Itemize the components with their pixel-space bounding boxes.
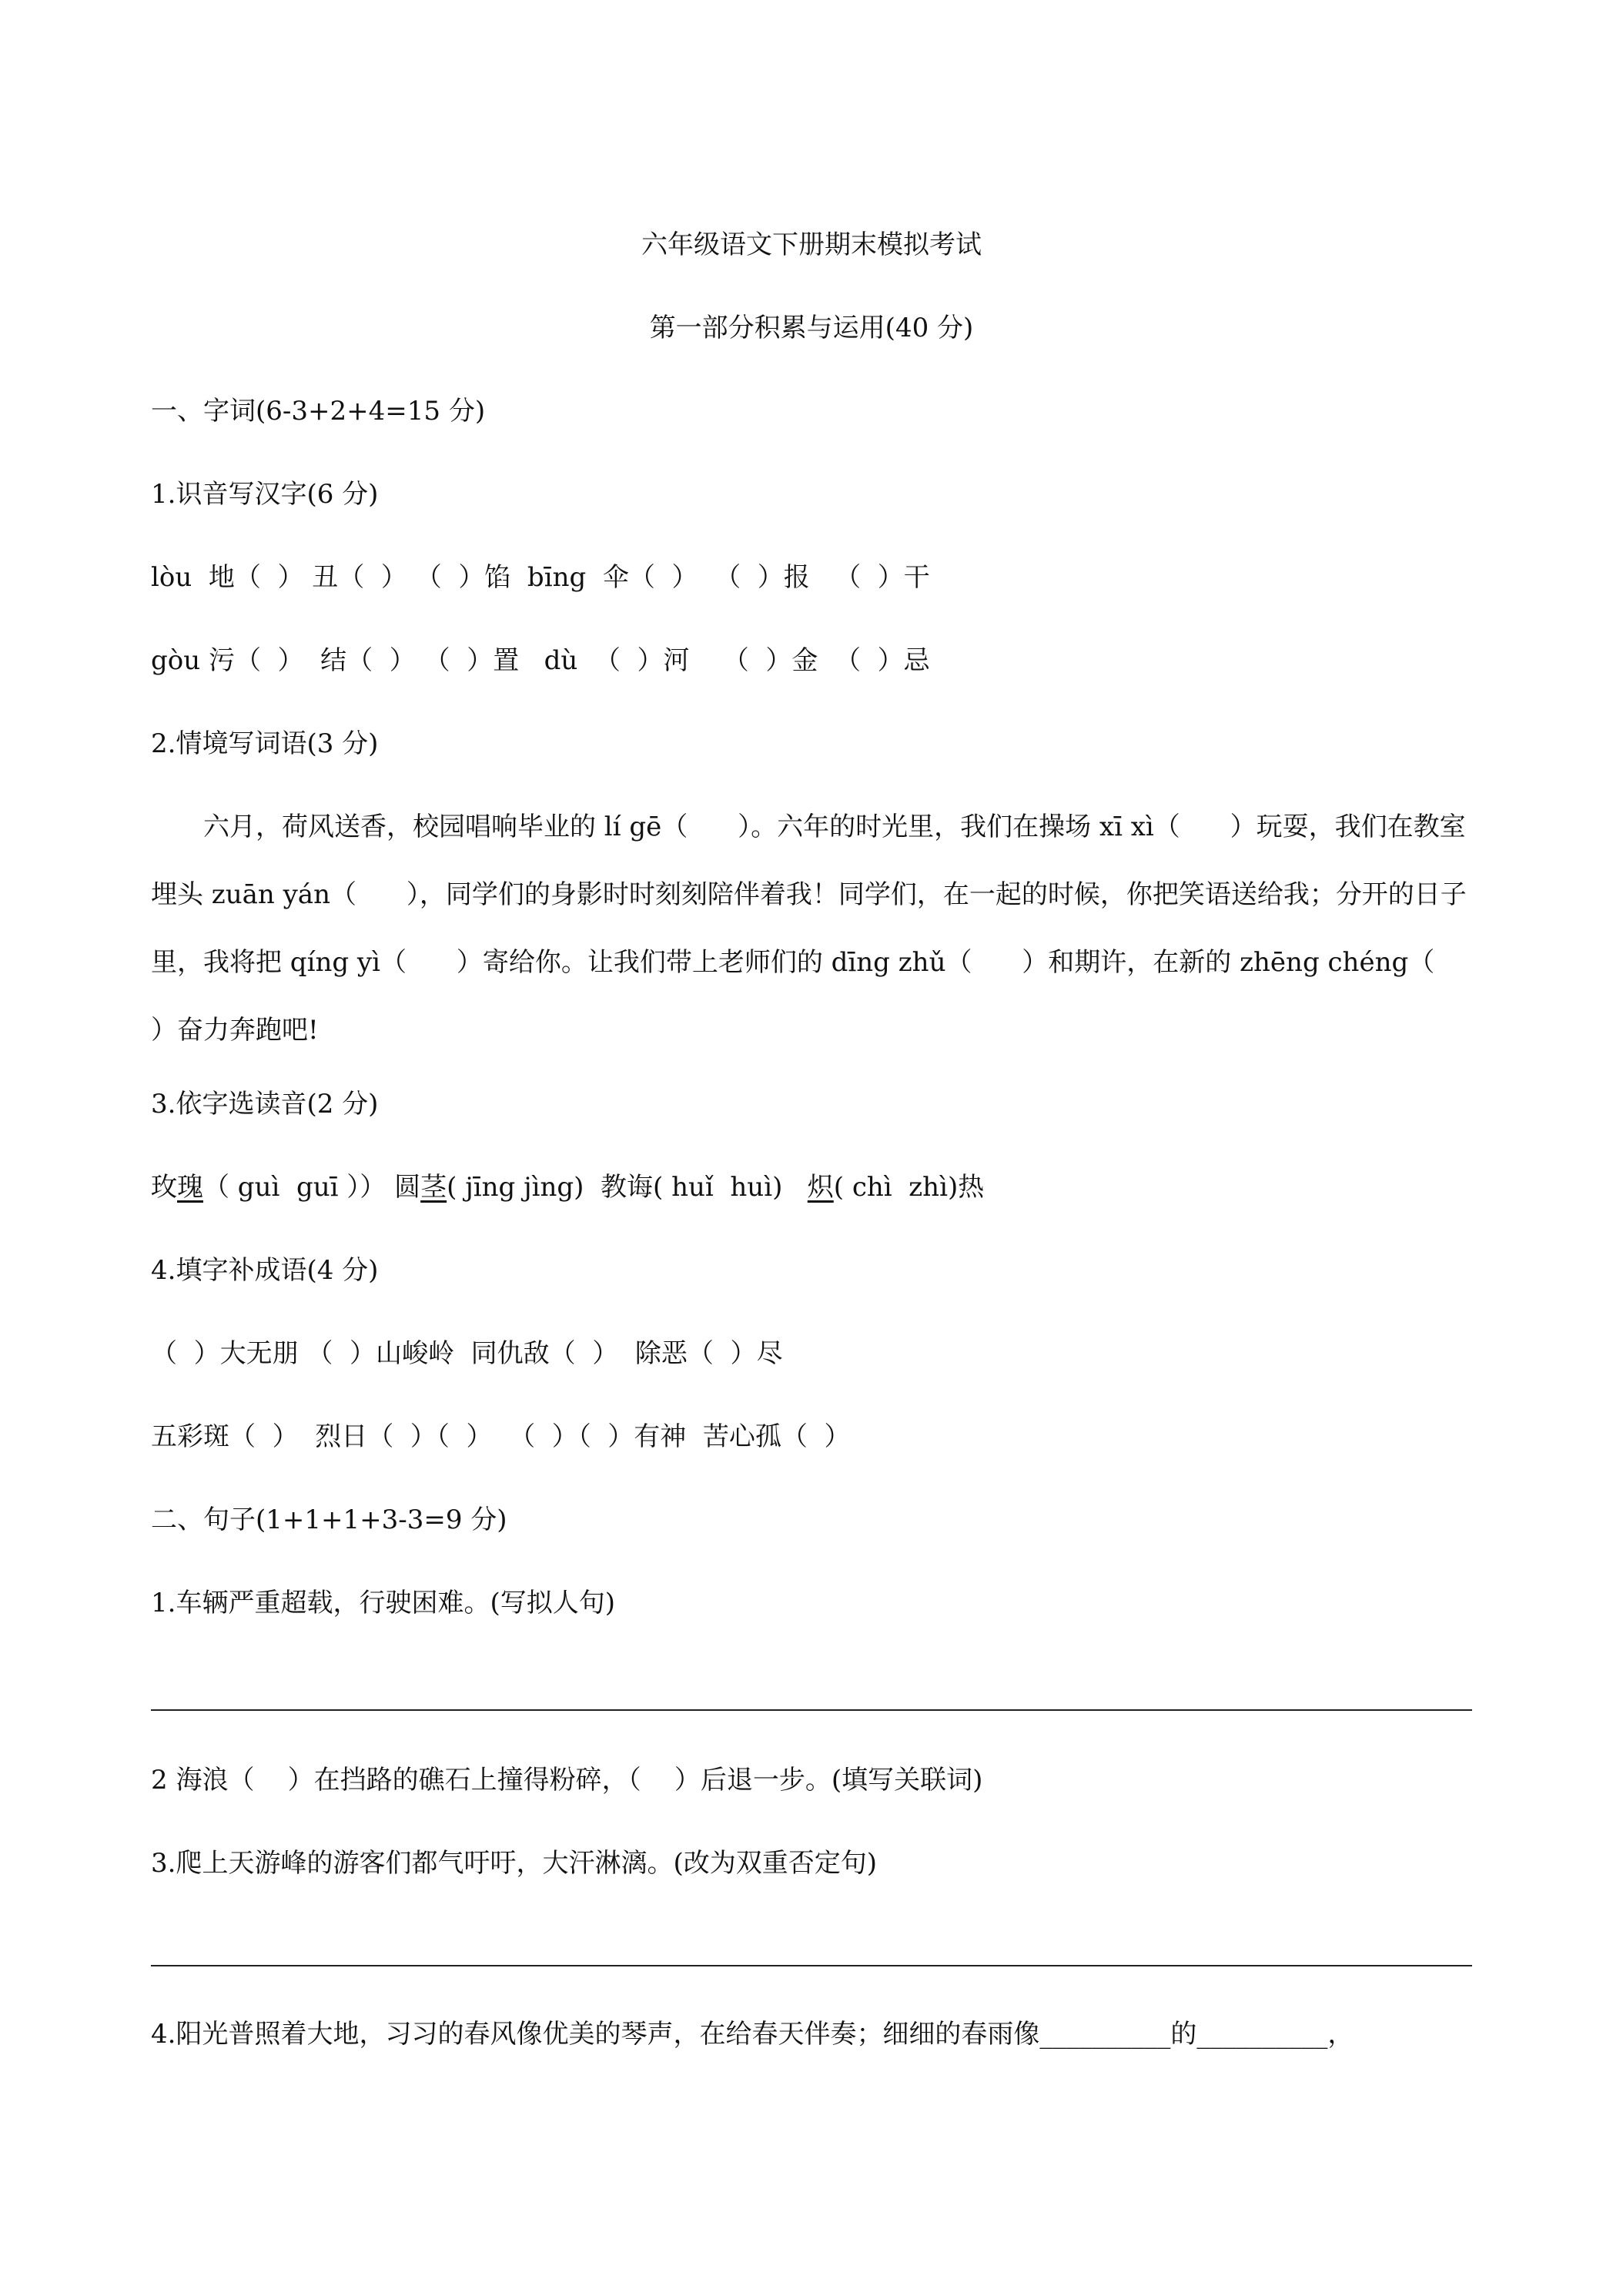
q1-row2: gòu 污（ ） 结（ ） （ ）置 dù （ ）河 （ ）金 （ ）忌 (151, 645, 930, 676)
q3-items (151, 1170, 984, 1204)
q4-row2: 五彩斑（ ） 烈日（ ）（ ） （ ）（ ）有神 苦心孤（ ） (151, 1421, 851, 1452)
q3-item2-char: 茎 (420, 1172, 447, 1203)
s2-q2: 2 海浪（ ）在挡路的礁石上撞得粉碎，（ ）后退一步。(填写关联词) (151, 1765, 983, 1796)
exam-title: 六年级语文下册期末模拟考试 (641, 229, 982, 260)
s2-q1: 1.车辆严重超载，行驶困难。(写拟人句) (151, 1588, 615, 1618)
section2-heading: 二、句子(1+1+1+3-3=9 分) (151, 1504, 507, 1535)
q2-paragraph: 六月，荷风送香，校园唱响毕业的 lí gē（ ）。六年的时光里，我们在操场 xī xì（ ）玩耍，我们在教室埋头 zuān yán（ ），同学们的身影时时刻刻陪伴着我！同学们，在一起的时候，你把笑语送给我；分开的日子里，我将把 qíng yì（ ）寄给你。让我们带上老师们的 dīng zhǔ（ ）和期许，在新的 zhēng chéng（ ）奋力奔跑吧! (151, 812, 1485, 1046)
s2-q3-answer-line (151, 1965, 1472, 1966)
q3-item1-char: 瑰 (177, 1172, 203, 1203)
q3-item2-post: ( jīng jìng) 教诲( huǐ huì) (447, 1172, 808, 1203)
part-title: 第一部分积累与运用(40 分) (649, 313, 974, 343)
q3-item3-post: ( chì zhì)热 (833, 1172, 985, 1203)
section1-heading: 一、字词(6-3+2+4=15 分) (151, 396, 486, 427)
q1-row1: lòu 地（ ） 丑（ ） （ ）馅 bīng 伞（ ） （ ）报 （ ）干 (151, 562, 930, 593)
q1-title: 1.识音写汉字(6 分) (151, 479, 379, 510)
q4-row1: （ ）大无朋 （ ）山峻岭 同仇敌（ ） 除恶（ ）尽 (151, 1338, 783, 1369)
s2-q3: 3.爬上天游峰的游客们都气吁吁，大汗淋漓。(改为双重否定句) (151, 1848, 877, 1879)
q2-title: 2.情境写词语(3 分) (151, 728, 379, 759)
q3-title: 3.依字选读音(2 分) (151, 1089, 379, 1120)
q3-item3-char: 炽 (807, 1172, 834, 1203)
s2-q4: 4.阳光普照着大地，习习的春风像优美的琴声，在给春天伴奏；细细的春雨像__________的__________， (151, 2019, 1354, 2050)
q4-title: 4.填字补成语(4 分) (151, 1255, 379, 1286)
q3-item1-pre: 玫 (151, 1172, 177, 1203)
q3-item1-post: （ guì guī ）） 圆 (203, 1172, 421, 1203)
s2-q1-answer-line (151, 1709, 1472, 1711)
